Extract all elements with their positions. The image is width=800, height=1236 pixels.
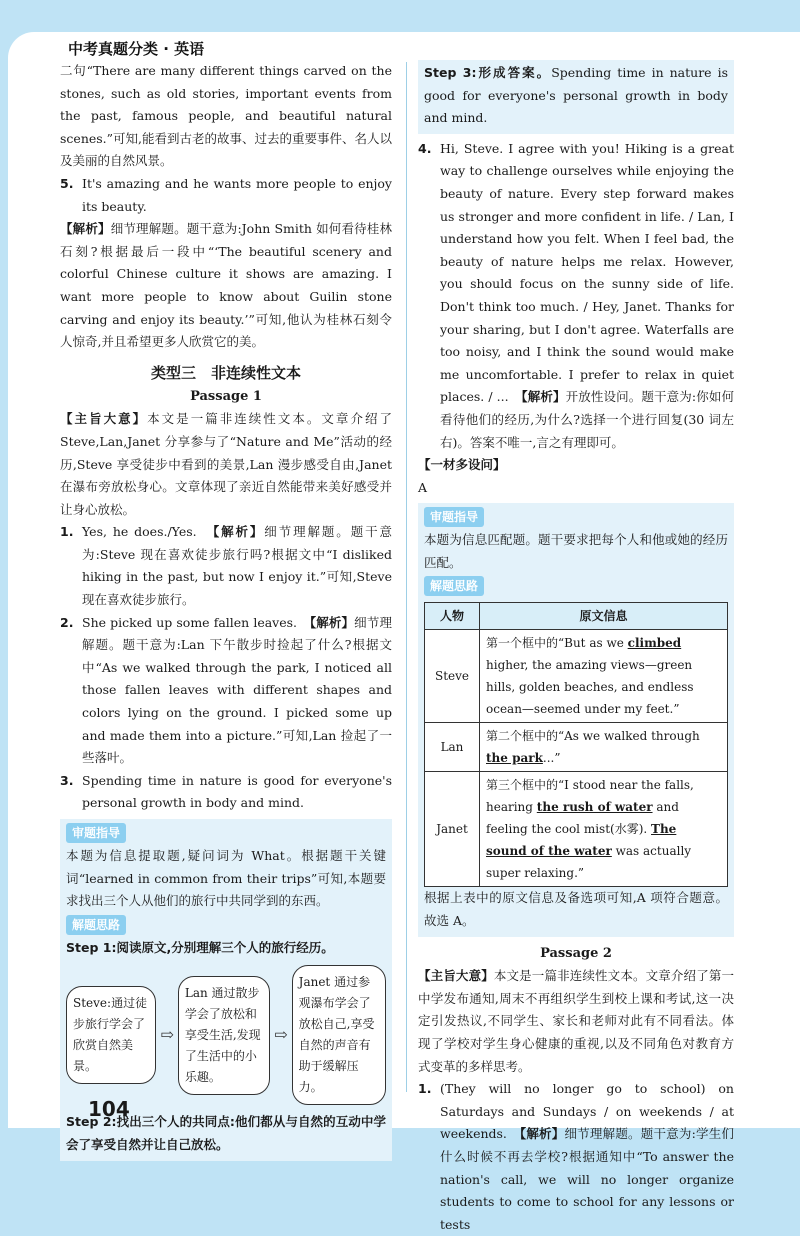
guide-text: 本题为信息匹配题。题干要求把每个人和他或她的经历匹配。 [424, 532, 728, 570]
section-title: 类型三 非连续性文本 [150, 363, 301, 382]
table-header-row [425, 603, 728, 630]
page-number: 104 [88, 1097, 130, 1121]
step-1: Step 1:阅读原文,分别理解三个人的旅行经历。 [66, 939, 334, 955]
flow-diagram [66, 965, 386, 1105]
answer-1: 1. Yes, he does./Yes. 【解析】细节理解题。题干意为:Steve 现在喜欢徒步旅行吗?根据文中“I disliked hiking in the past, but now I enjoy it.”可知,Steve 现在喜欢徒步旅行。 [60, 524, 392, 608]
extra-answer: A [418, 479, 428, 495]
extra-question-tag: 【一材多设问】 [418, 457, 506, 473]
think-label: 解题思路 [424, 576, 484, 596]
answer-2: 2. She picked up some fallen leaves. 【解析】细节理解题。题干意为:Lan 下午散步时捡起了什么?根据文中“As we walked through the park, I noticed all those fallen leaves with different shapes and colors lying on the ground. I picked some up and made them into a picture.”可知,Lan 捡起了一些落叶。 [60, 614, 392, 766]
guide-label: 审题指导 [424, 507, 484, 527]
table-header: 原文信息 [480, 603, 728, 630]
book-title: 中考真题分类 · 英语 [68, 40, 205, 58]
guide-text: 本题为信息提取题,疑问词为 What。根据题干关键词“learned in common from their trips”可知,本题要求找出三个人从他们的旅行中共同学到的东西。 [66, 848, 386, 909]
answer-5: 5. It's amazing and he wants more people to enjoy its beauty. [60, 175, 392, 214]
flow-box-lan: Lan 通过散步学会了放松和享受生活,发现了生活中的小乐趣。 [178, 976, 270, 1095]
table-conclusion: 根据上表中的原文信息及备选项可知,A 项符合题意。故选 A。 [424, 890, 728, 929]
answer-4: 4. Hi, Steve. I agree with you! Hiking is a great way to challenge ourselves while enjoying the beauty of nature. Every step forward makes us stronger and more confident in life. / Lan, I understand how you felt. When I feel bad, the beauty of nature helps me relax. However, you should focus on the sunny side of life. Don't think too much. / Hey, Janet. Thanks for your sharing, but I don't agree. Waterfalls are too noisy, and I think the sound would make me uncomfortable. I prefer to relax in quiet places. / ... 【解析】开放性设问。题干意为:你如何看待他们的经历,为什么?选择一个进行回复(30 词左右)。答案不唯一,言之有理即可。 [418, 140, 734, 450]
arrow-right-icon: ⇨ [160, 1025, 174, 1045]
info-table [424, 602, 728, 887]
analysis-5: 【解析】细节理解题。题干意为:John Smith 如何看待桂林石刻?根据最后一段中“‘The beautiful scenery and colorful Chinese culture it shows are amazing. I want more people to know about Guilin stone carving and enjoy its beauty.’”可知,他认为桂林石刻令人惊奇,并且希望更多人欣赏它的美。 [60, 221, 392, 350]
table-cell-info: 第二个框中的“As we walked through the park...” [480, 723, 728, 772]
flow-box-steve: Steve:通过徒步旅行学会了欣赏自然美景。 [66, 986, 156, 1084]
passage-1-title: Passage 1 [190, 388, 262, 404]
intro-paragraph: 二句“There are many different things carved on the stones, such as old stories, important events from the past, famous people, and beautiful natural scenes.”可知,能看到古老的故事、过去的重要事件、名人以及美丽的自然风景。 [60, 63, 393, 169]
table-row [425, 630, 728, 723]
table-header: 人物 [425, 603, 480, 630]
passage-2-title: Passage 2 [540, 945, 612, 961]
main-idea: 【主旨大意】本文是一篇非连续性文本。文章介绍了Steve,Lan,Janet 分享参与了“Nature and Me”活动的经历,Steve 享受徒步中看到的美景,Lan 漫步感受自由,Janet 在瀑布旁放松身心。文章体现了亲近自然能带来美好感受并让身心放松。 [60, 411, 392, 517]
answer-3: 3. Spending time in nature is good for everyone's personal growth in body and mind. [60, 772, 392, 811]
table-cell-info: 第三个框中的“I stood near the falls, hearing the rush of water and feeling the cool mist(水雾). The sound of the water was actually super relaxing.” [480, 772, 728, 887]
table-row [425, 772, 728, 887]
left-column [60, 60, 392, 1165]
step-3: Step 3:形成答案。Spending time in nature is good for everyone's personal growth in body and mind. [424, 65, 729, 126]
table-cell-info: 第一个框中的“But as we climbed higher, the amazing views—green hills, golden beaches, and endless ocean—seemed under my feet.” [480, 630, 728, 723]
table-cell-person: Janet [425, 772, 480, 887]
guide-label: 审题指导 [66, 823, 126, 843]
right-column [418, 60, 734, 1236]
passage-2-answer-1: 1. (They will no longer go to school) on Saturdays and Sundays / on weekends / at weekends. 【解析】细节理解题。题干意为:学生们什么时候不再去学校?根据通知中“To answer the nation's call, we will no longer organize students to come to school for any lessons or tests [418, 1081, 734, 1232]
think-label: 解题思路 [66, 915, 126, 935]
guide-box-right [418, 503, 734, 936]
arrow-right-icon: ⇨ [274, 1025, 288, 1045]
main-idea-2: 【主旨大意】本文是一篇非连续性文本。文章介绍了第一中学发布通知,周末不再组织学生到校上课和考试,这一决定引发热议,不同学生、家长和老师对此有不同看法。体现了学校对学生身心健康的重视,以及不同角色对教育方式变革的多样思考。 [418, 968, 734, 1074]
column-divider [406, 62, 407, 1092]
step-3-box [418, 60, 734, 134]
table-cell-person: Steve [425, 630, 480, 723]
flow-box-janet: Janet 通过参观瀑布学会了放松自己,享受自然的声音有助于缓解压力。 [292, 965, 386, 1105]
table-row [425, 723, 728, 772]
table-cell-person: Lan [425, 723, 480, 772]
step-2: Step 2:找出三个人的共同点:他们都从与自然的互动中学会了享受自然并让自己放松。 [66, 1114, 386, 1152]
